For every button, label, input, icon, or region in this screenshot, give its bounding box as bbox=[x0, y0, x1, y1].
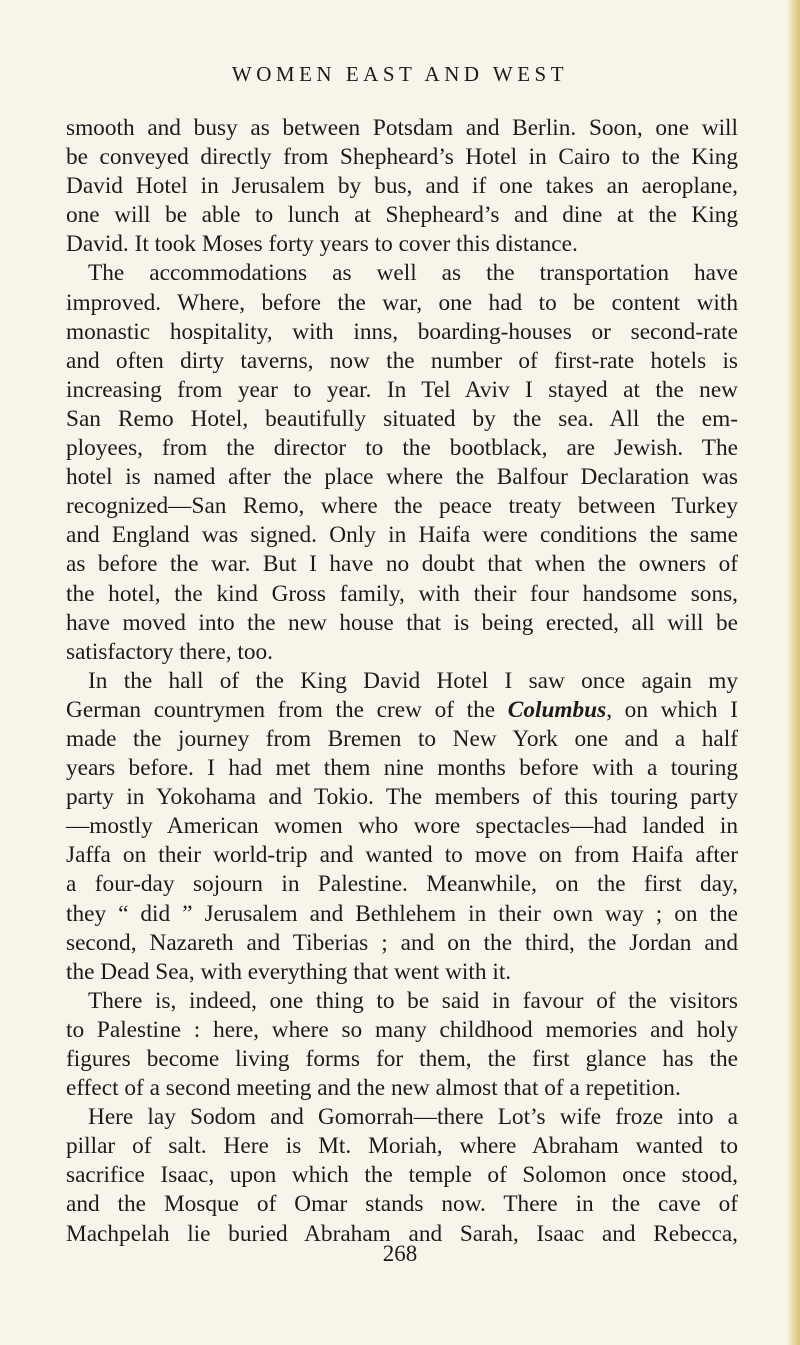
text-line: made the journey from Bremen to New York one and a half bbox=[66, 725, 738, 752]
text-line: and England was signed. Only in Haifa were conditions the same bbox=[66, 522, 738, 549]
text-line: satisfactory there, too. bbox=[66, 638, 274, 665]
text-line: improved. Where, before the war, one had to be content with bbox=[66, 289, 738, 316]
text-line: increasing from year to year. In Tel Aviv I stayed at the new bbox=[66, 376, 738, 403]
ship-name: Columbus bbox=[507, 696, 607, 723]
text-line: Here lay Sodom and Gomorrah—there Lot’s wife froze into a bbox=[88, 1104, 738, 1131]
text-line: sacrifice Isaac, upon which the temple of Solomon once stood, bbox=[66, 1162, 738, 1189]
text-line: In the hall of the King David Hotel I saw once again my bbox=[88, 667, 738, 694]
text-line: figures become living forms for them, the first glance has the bbox=[66, 1046, 738, 1072]
text-line: pillar of salt. Here is Mt. Moriah, where Abraham wanted to bbox=[66, 1133, 738, 1160]
text-line: the hotel, the kind Gross family, with their four handsome sons, bbox=[66, 580, 738, 607]
paragraph-4 bbox=[66, 987, 738, 1103]
text-line: recognized—San Remo, where the peace treaty between Turkey bbox=[66, 493, 738, 520]
text-line-end: , on which I bbox=[606, 696, 738, 723]
page-number: 268 bbox=[382, 1241, 418, 1266]
text-line: There is, indeed, one thing to be said in favour of the visitors bbox=[88, 987, 738, 1014]
text-line: The accommodations as well as the transportation have bbox=[88, 260, 738, 287]
paragraph-5 bbox=[66, 1103, 738, 1248]
text-line: smooth and busy as between Potsdam and Berlin. Soon, one will bbox=[66, 115, 738, 141]
text-line: to Palestine : here, where so many childhood memories and holy bbox=[66, 1016, 738, 1043]
page-edge-shadow bbox=[786, 0, 800, 1345]
text-line: one will be able to lunch at Shepheard’s and dine at the King bbox=[66, 202, 738, 229]
text-line: and the Mosque of Omar stands now. There in the cave of bbox=[66, 1191, 738, 1218]
text-line: a four-day sojourn in Palestine. Meanwhile, on the first day, bbox=[66, 871, 738, 898]
text-line: monastic hospitality, with inns, boarding-houses or second-rate bbox=[66, 318, 738, 345]
text-line: effect of a second meeting and the new almost that of a repetition. bbox=[66, 1075, 681, 1102]
running-head: WOMEN EAST AND WEST bbox=[231, 62, 569, 86]
body-text bbox=[66, 114, 738, 1249]
paragraph-3 bbox=[66, 667, 738, 987]
text-line: the Dead Sea, with everything that went with it. bbox=[66, 958, 512, 985]
paragraph-2 bbox=[66, 259, 738, 666]
text-line: be conveyed directly from Shepheard’s Hotel in Cairo to the King bbox=[66, 144, 738, 171]
text-line: —mostly American women who wore spectacles—had landed in bbox=[66, 813, 738, 840]
text-line: have moved into the new house that is being erected, all will be bbox=[66, 609, 738, 636]
paragraph-1 bbox=[66, 114, 738, 259]
text-line: years before. I had met them nine months before with a touring bbox=[66, 755, 738, 782]
text-line: ployees, from the director to the bootblack, are Jewish. The bbox=[66, 435, 738, 462]
text-line-with-ship-name bbox=[66, 696, 738, 725]
text-line: as before the war. But I have no doubt that when the owners of bbox=[66, 551, 738, 578]
text-line: and often dirty taverns, now the number of first-rate hotels is bbox=[66, 347, 738, 374]
text-line: Jaffa on their world-trip and wanted to move on from Haifa after bbox=[66, 842, 738, 869]
text-line-start: German countrymen from the crew of the bbox=[66, 696, 508, 723]
text-line: second, Nazareth and Tiberias ; and on the third, the Jordan and bbox=[66, 929, 738, 956]
text-line: party in Yokohama and Tokio. The members of this touring party bbox=[66, 784, 738, 811]
text-line: hotel is named after the place where the Balfour Declaration was bbox=[66, 464, 738, 491]
text-line: David. It took Moses forty years to cover this distance. bbox=[66, 231, 578, 258]
text-line: David Hotel in Jerusalem by bus, and if one takes an aeroplane, bbox=[66, 173, 738, 200]
text-line: Machpelah lie buried Abraham and Sarah, Isaac and Rebecca, bbox=[66, 1220, 738, 1247]
text-line: San Remo Hotel, beautifully situated by the sea. All the em- bbox=[66, 405, 738, 432]
text-line: they “ did ” Jerusalem and Bethlehem in their own way ; on the bbox=[66, 900, 738, 927]
